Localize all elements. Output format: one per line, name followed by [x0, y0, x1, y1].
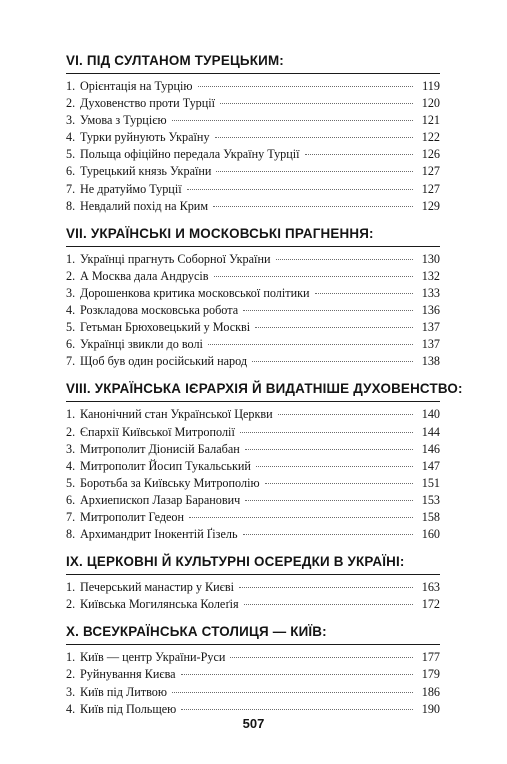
toc-section	[66, 553, 440, 613]
entry-page: 163	[421, 580, 440, 595]
toc-entry	[66, 78, 440, 95]
entry-page: 190	[421, 701, 440, 716]
section-divider	[66, 644, 440, 645]
dot-leader	[276, 259, 414, 260]
dot-leader	[255, 327, 413, 328]
entry-number: 3.	[66, 113, 76, 128]
entry-title: Митрополит Діонисій Балабан	[80, 441, 240, 456]
dot-leader	[181, 674, 413, 675]
entry-title: Архимандрит Інокентій Ґізель	[80, 527, 238, 542]
entry-number: 7.	[66, 181, 76, 196]
entry-page: 127	[421, 181, 440, 196]
toc-entry	[66, 424, 440, 441]
entry-title: Київ під Литвою	[80, 684, 167, 699]
section-title: X. ВСЕУКРАЇНСЬКА СТОЛИЦЯ — КИЇВ:	[66, 624, 327, 640]
entry-title: Архиепископ Лазар Баранович	[80, 492, 241, 507]
section-title: VII. УКРАЇНСЬКІ И МОСКОВСЬКІ ПРАГНЕННЯ:	[66, 225, 374, 241]
dot-leader	[187, 189, 413, 190]
entry-page: 158	[421, 509, 440, 524]
entry-page: 129	[421, 198, 440, 213]
entry-page: 132	[421, 268, 440, 283]
toc-entry	[66, 163, 440, 180]
entry-title: Канонічний стан Української Церкви	[80, 407, 273, 422]
toc-entry	[66, 406, 440, 423]
dot-leader	[189, 517, 413, 518]
section-title: IX. ЦЕРКОВНІ Й КУЛЬТУРНІ ОСЕРЕДКИ В УКРАЇНІ:	[66, 554, 405, 570]
entry-title: Київ під Польщею	[80, 701, 177, 716]
dot-leader	[278, 414, 413, 415]
entry-page: 127	[421, 164, 440, 179]
section-divider	[66, 246, 440, 247]
toc-entry	[66, 475, 440, 492]
entry-title: Митрополит Гедеон	[80, 509, 185, 524]
section-divider	[66, 401, 440, 402]
table-of-contents	[66, 52, 463, 728]
toc-entry	[66, 458, 440, 475]
dot-leader	[245, 449, 413, 450]
toc-entry	[66, 441, 440, 458]
entry-page: 147	[421, 458, 440, 473]
section-divider	[66, 73, 440, 74]
dot-leader	[230, 657, 413, 658]
toc-section	[66, 380, 463, 543]
section-divider	[66, 574, 440, 575]
entry-number: 1.	[66, 79, 76, 93]
entry-page: 130	[421, 251, 440, 266]
entry-page: 160	[421, 527, 440, 542]
dot-leader	[239, 587, 413, 588]
toc-section	[66, 623, 440, 717]
toc-entry	[66, 509, 440, 526]
toc-entry	[66, 526, 440, 543]
dot-leader	[243, 534, 413, 535]
entry-title: Єпархії Київської Митрополії	[80, 424, 235, 439]
section-title: VIII. УКРАЇНСЬКА ІЄРАРХІЯ Й ВИДАТНІШЕ ДУХОВЕНСТВО:	[66, 381, 463, 397]
entry-title: Щоб був один російський народ	[80, 354, 248, 369]
toc-entry	[66, 596, 440, 613]
entry-number: 6.	[66, 492, 76, 507]
entry-title: Розкладова московська робота	[80, 303, 239, 318]
entry-number: 2.	[66, 424, 76, 439]
entry-number: 1.	[66, 580, 76, 595]
dot-leader	[256, 466, 413, 467]
entry-number: 6.	[66, 164, 76, 179]
toc-entry	[66, 268, 440, 285]
dot-leader	[265, 483, 413, 484]
entry-page: 172	[421, 597, 440, 612]
entry-number: 7.	[66, 354, 76, 369]
entry-number: 1.	[66, 251, 76, 266]
entry-title: Орієнтація на Турцію	[80, 79, 193, 93]
toc-entry	[66, 579, 440, 596]
entry-title: Українці звикли до волі	[80, 337, 203, 352]
entry-page: 119	[422, 79, 440, 93]
entry-page: 137	[421, 337, 440, 352]
toc-entry	[66, 319, 440, 336]
entry-number: 4.	[66, 458, 76, 473]
dot-leader	[240, 432, 413, 433]
entry-title: А Москва дала Андрусів	[80, 268, 209, 283]
entry-page: 140	[421, 407, 440, 422]
entry-title: Духовенство проти Турції	[80, 96, 216, 111]
toc-section	[66, 225, 440, 371]
toc-entry	[66, 492, 440, 509]
dot-leader	[181, 709, 413, 710]
entry-page: 179	[421, 667, 440, 682]
entry-title: Не дратуймо Турції	[80, 181, 182, 196]
dot-leader	[198, 86, 414, 87]
entry-number: 4.	[66, 303, 76, 318]
toc-entry	[66, 336, 440, 353]
toc-entry	[66, 353, 440, 370]
entry-page: 133	[421, 285, 440, 300]
dot-leader	[244, 604, 413, 605]
entry-number: 1.	[66, 407, 76, 422]
dot-leader	[172, 120, 413, 121]
entry-title: Київ — центр України-Руси	[80, 650, 226, 665]
entry-number: 6.	[66, 337, 76, 352]
entry-number: 5.	[66, 320, 76, 335]
entry-page: 146	[421, 441, 440, 456]
entry-page: 186	[421, 684, 440, 699]
dot-leader	[213, 206, 413, 207]
entry-title: Невдалий похід на Крим	[80, 198, 209, 213]
entry-page: 126	[421, 147, 440, 162]
entry-number: 7.	[66, 509, 76, 524]
entry-number: 3.	[66, 285, 76, 300]
entry-number: 5.	[66, 475, 76, 490]
dot-leader	[245, 500, 413, 501]
entry-title: Київська Могилянська Колеґія	[80, 597, 239, 612]
dot-leader	[172, 692, 413, 693]
section-title: VI. ПІД СУЛТАНОМ ТУРЕЦЬКИМ:	[66, 53, 284, 68]
toc-entry	[66, 146, 440, 163]
entry-page: 137	[421, 320, 440, 335]
entry-title: Турецький князь України	[80, 164, 212, 179]
toc-entry	[66, 129, 440, 146]
toc-entry	[66, 684, 440, 701]
dot-leader	[243, 310, 413, 311]
entry-page: 138	[421, 354, 440, 369]
entry-page: 151	[421, 475, 440, 490]
entry-title: Польща офіційно передала Україну Турції	[80, 147, 300, 162]
toc-entry	[66, 649, 440, 666]
entry-number: 5.	[66, 147, 76, 162]
entry-page: 122	[421, 130, 440, 145]
entry-title: Руйнування Києва	[80, 667, 176, 682]
toc-entry	[66, 302, 440, 319]
entry-number: 3.	[66, 684, 76, 699]
entry-number: 4.	[66, 701, 76, 716]
page-number: 507	[242, 716, 265, 731]
dot-leader	[252, 361, 413, 362]
entry-number: 2.	[66, 268, 76, 283]
entry-number: 2.	[66, 597, 76, 612]
entry-number: 8.	[66, 198, 76, 213]
entry-page: 120	[421, 96, 440, 111]
entry-number: 3.	[66, 441, 76, 456]
entry-page: 121	[421, 113, 440, 128]
dot-leader	[305, 154, 413, 155]
dot-leader	[216, 171, 413, 172]
entry-title: Митрополит Йосип Тукальський	[80, 458, 251, 473]
toc-entry	[66, 666, 440, 683]
entry-number: 2.	[66, 667, 76, 682]
entry-title: Українці прагнуть Соборної України	[80, 251, 271, 266]
dot-leader	[220, 103, 413, 104]
toc-entry	[66, 112, 440, 129]
toc-entry	[66, 198, 440, 215]
entry-title: Турки руйнують Україну	[80, 130, 210, 145]
entry-page: 144	[421, 424, 440, 439]
dot-leader	[315, 293, 413, 294]
entry-page: 177	[421, 650, 440, 665]
entry-title: Печерський манастир у Києві	[80, 580, 235, 595]
toc-section	[66, 52, 440, 215]
entry-title: Боротьба за Київську Митрополію	[80, 475, 260, 490]
entry-number: 1.	[66, 650, 76, 665]
entry-title: Дорошенкова критика московської політики	[80, 285, 310, 300]
entry-page: 153	[421, 492, 440, 507]
entry-number: 8.	[66, 527, 76, 542]
toc-entry	[66, 285, 440, 302]
entry-title: Гетьман Брюховецький у Москві	[80, 320, 251, 335]
toc-entry	[66, 95, 440, 112]
entry-number: 4.	[66, 130, 76, 145]
entry-page: 136	[421, 303, 440, 318]
toc-entry	[66, 181, 440, 198]
entry-number: 2.	[66, 96, 76, 111]
dot-leader	[215, 137, 413, 138]
dot-leader	[208, 344, 413, 345]
entry-title: Умова з Турцією	[80, 113, 167, 128]
toc-entry	[66, 251, 440, 268]
dot-leader	[214, 276, 413, 277]
